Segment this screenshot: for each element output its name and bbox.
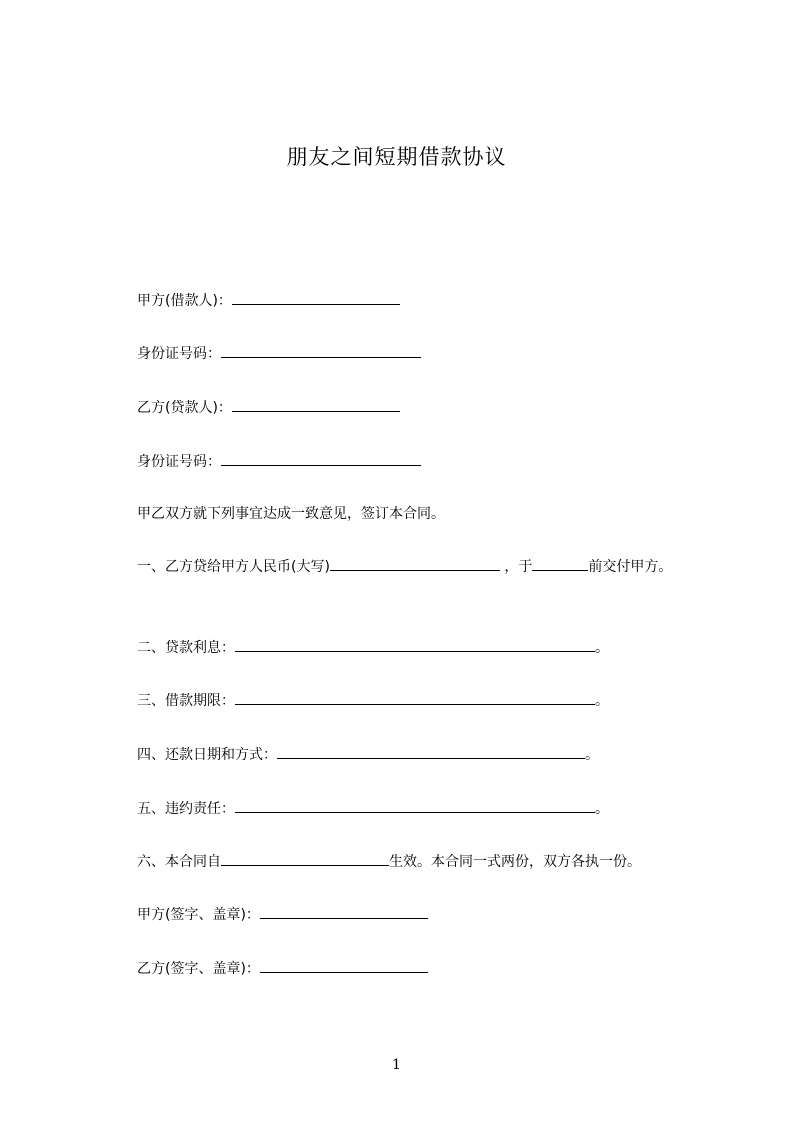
amount-blank[interactable] bbox=[330, 556, 500, 571]
clause-2-label: 二、贷款利息： bbox=[137, 640, 235, 656]
clause-1-prefix: 一、乙方贷给甲方人民币(大写) bbox=[137, 559, 330, 575]
signature-a-blank[interactable] bbox=[260, 904, 428, 919]
party-a-label: 甲方(借款人)： bbox=[137, 293, 232, 309]
clause-3 bbox=[137, 690, 609, 711]
party-b-label: 乙方(贷款人)： bbox=[137, 400, 232, 416]
signature-a-label: 甲方(签字、盖章)： bbox=[137, 907, 260, 923]
clause-1-middle: ，于 bbox=[499, 559, 533, 575]
signature-a-line bbox=[137, 904, 428, 925]
clause-6 bbox=[137, 851, 641, 872]
clause-4 bbox=[137, 744, 599, 765]
party-a-id-line bbox=[137, 343, 421, 364]
agreement-statement: 甲乙双方就下列事宜达成一致意见，签订本合同。 bbox=[137, 506, 445, 522]
clause-6-suffix: 生效。本合同一式两份，双方各执一份。 bbox=[389, 854, 641, 870]
party-b-line bbox=[137, 397, 400, 418]
party-b-id-blank[interactable] bbox=[221, 451, 421, 466]
loan-term-blank[interactable] bbox=[235, 690, 595, 705]
repayment-blank[interactable] bbox=[277, 744, 585, 759]
party-a-id-blank[interactable] bbox=[221, 343, 421, 358]
signature-b-blank[interactable] bbox=[260, 958, 428, 973]
document-title: 朋友之间短期借款协议 bbox=[286, 145, 507, 169]
clause-4-label: 四、还款日期和方式： bbox=[137, 747, 277, 763]
clause-3-end: 。 bbox=[595, 693, 609, 709]
clause-3-label: 三、借款期限： bbox=[137, 693, 235, 709]
party-a-id-label: 身份证号码： bbox=[137, 346, 221, 362]
clause-6-prefix: 六、本合同自 bbox=[137, 854, 221, 870]
signature-b-label: 乙方(签字、盖章)： bbox=[137, 961, 260, 977]
party-b-id-label: 身份证号码： bbox=[137, 454, 221, 470]
party-a-line bbox=[137, 290, 400, 311]
interest-blank[interactable] bbox=[235, 637, 595, 652]
party-a-name-blank[interactable] bbox=[232, 290, 400, 305]
page-number: 1 bbox=[392, 1057, 401, 1073]
clause-4-end: 。 bbox=[585, 747, 599, 763]
delivery-date-blank[interactable] bbox=[532, 556, 588, 571]
clause-1-suffix: 前交付甲方。 bbox=[588, 559, 673, 575]
effective-date-blank[interactable] bbox=[221, 851, 389, 866]
clause-5 bbox=[137, 798, 609, 819]
clause-1 bbox=[104, 554, 704, 580]
clause-2 bbox=[137, 637, 609, 658]
signature-b-line bbox=[137, 958, 428, 979]
party-b-name-blank[interactable] bbox=[232, 397, 400, 412]
clause-5-label: 五、违约责任： bbox=[137, 801, 235, 817]
party-b-id-line bbox=[137, 451, 421, 472]
liability-blank[interactable] bbox=[235, 798, 595, 813]
clause-2-end: 。 bbox=[595, 640, 609, 656]
clause-5-end: 。 bbox=[595, 801, 609, 817]
